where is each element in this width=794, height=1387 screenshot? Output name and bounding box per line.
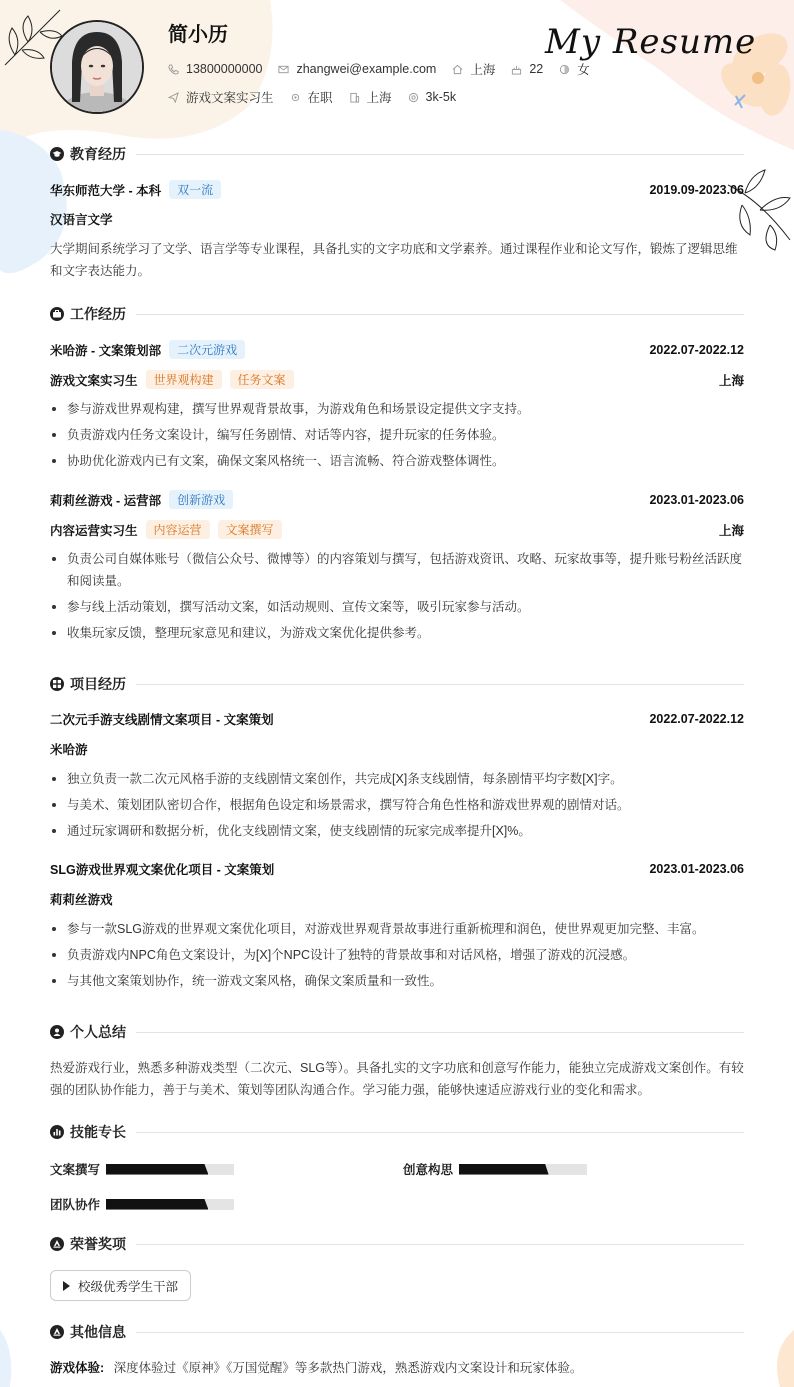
- project-name: SLG游戏世界观文案优化项目 - 文案策划: [50, 863, 275, 877]
- education-date: 2019.09-2023.06: [649, 182, 744, 197]
- work-location: 上海: [718, 523, 744, 538]
- list-item: 与其他文案策划协作，统一游戏文案风格，确保文案质量和一致性。: [50, 970, 744, 992]
- other-section-title: [50, 1322, 744, 1342]
- skill-bar: [106, 1164, 234, 1175]
- project-name: 二次元手游支线剧情文案项目 - 文案策划: [50, 713, 274, 727]
- work-date: 2023.01-2023.06: [649, 492, 744, 507]
- skill-item: [50, 1195, 234, 1213]
- project-2-bullets: [50, 918, 744, 996]
- my-resume-title: My Resume: [545, 22, 757, 62]
- target-city-item: [349, 88, 392, 106]
- role-title: 游戏文案实习生: [50, 373, 138, 388]
- work-section-title: [50, 304, 744, 324]
- project-1-header: [50, 710, 744, 728]
- phone-icon: [168, 64, 179, 75]
- target-position-item: [168, 88, 274, 106]
- send-icon: [168, 92, 179, 103]
- play-icon: [63, 1281, 70, 1291]
- skill-bar: [106, 1199, 234, 1210]
- project-date: 2023.01-2023.06: [649, 862, 744, 876]
- award-icon: [50, 1237, 64, 1251]
- list-item: 通过玩家调研和数据分析，优化支线剧情文案，使支线剧情的玩家完成率提升[X]%。: [50, 820, 744, 842]
- project-section-title: [50, 674, 744, 694]
- education-heading: 教育经历: [70, 146, 126, 162]
- project-2-org-row: [50, 890, 744, 908]
- work-entry-1-header: [50, 340, 744, 359]
- list-item: 负责公司自媒体账号（微信公众号、微博等）的内容策划与撰写，包括游戏资讯、攻略、玩家故事等，提升账号粉丝活跃度和阅读量。: [50, 548, 744, 592]
- skill-bar: [459, 1164, 587, 1175]
- project-2-header: [50, 860, 744, 878]
- work-entry-1-bullets: [50, 398, 744, 476]
- work-entry-1-role: [50, 370, 744, 389]
- project-heading: 项目经历: [70, 676, 126, 692]
- school-name: 华东师范大学 - 本科: [50, 183, 162, 198]
- summary-text: 热爱游戏行业，熟悉多种游戏类型（二次元、SLG等）。具备扎实的文字功底和创意写作能力，能独立完成游戏文案创作。有较强的团队协作能力，善于与美术、策划等团队沟通合作。学习能力强，能够快速适应游戏行业的变化和需求。: [50, 1061, 744, 1097]
- grid-icon: [50, 677, 64, 691]
- candidate-name: 简小历: [168, 24, 228, 46]
- award-name: 校级优秀学生干部: [78, 1279, 179, 1294]
- avatar-portrait: [52, 22, 142, 112]
- list-item: 参与一款SLG游戏的世界观文案优化项目，对游戏世界观背景故事进行重新梳理和润色，使世界观更加完整、丰富。: [50, 918, 744, 940]
- company-name: 米哈游 - 文案策划部: [50, 343, 162, 358]
- skills-section-title: [50, 1122, 744, 1142]
- project-org: 莉莉丝游戏: [50, 893, 113, 907]
- phone-item: [168, 62, 262, 76]
- major: 汉语言文学: [50, 213, 113, 227]
- skill-name: 文案撰写: [50, 1163, 101, 1177]
- skill-name: 创意构思: [403, 1163, 454, 1177]
- award-chip: [50, 1270, 191, 1301]
- role-tag: 任务文案: [230, 370, 294, 389]
- role-title: 内容运营实习生: [50, 523, 138, 538]
- awards-heading: 荣誉奖项: [70, 1236, 126, 1252]
- list-item: 负责游戏内NPC角色文案设计，为[X]个NPC设计了独特的背景故事和对话风格，增强了游戏的沉浸感。: [50, 944, 744, 966]
- awards-section-title: [50, 1234, 744, 1254]
- work-location: 上海: [718, 373, 744, 388]
- user-icon: [50, 1025, 64, 1039]
- gear-icon: [290, 92, 301, 103]
- salary-value: 3k-5k: [425, 90, 457, 104]
- work-date: 2022.07-2022.12: [649, 342, 744, 357]
- bar-chart-icon: [50, 1125, 64, 1139]
- gender-value: 女: [577, 63, 590, 77]
- role-tag: 世界观构建: [146, 370, 222, 389]
- list-item: 与美术、策划团队密切合作，根据角色设定和场景需求，撰写符合角色性格和游戏世界观的剧情对话。: [50, 794, 744, 816]
- summary-heading: 个人总结: [70, 1024, 126, 1040]
- education-major-row: [50, 210, 744, 228]
- skills-heading: 技能专长: [70, 1124, 126, 1140]
- company-name: 莉莉丝游戏 - 运营部: [50, 493, 162, 508]
- award-icon: [50, 1325, 64, 1339]
- education-description: 大学期间系统学习了文学、语言学等专业课程，具备扎实的文字功底和文学素养。通过课程作业和论文写作，锻炼了逻辑思维和文字表达能力。: [50, 242, 738, 278]
- status-value: 在职: [307, 91, 333, 105]
- gender-item: [559, 60, 590, 78]
- building-icon: [349, 92, 360, 103]
- skill-name: 团队协作: [50, 1198, 101, 1212]
- target-city-value: 上海: [366, 91, 392, 105]
- work-entry-2-role: [50, 520, 744, 539]
- project-1-org-row: [50, 740, 744, 758]
- work-heading: 工作经历: [70, 306, 126, 322]
- contact-row: [168, 60, 606, 78]
- email-item: [278, 62, 436, 76]
- age-item: [511, 62, 543, 76]
- other-label: 游戏体验:: [50, 1361, 105, 1375]
- other-info: [50, 1357, 744, 1379]
- city-value: 上海: [470, 63, 496, 77]
- coin-icon: [408, 92, 419, 103]
- age-value: 22: [529, 62, 544, 76]
- list-item: 参与游戏世界观构建，撰写世界观背景故事，为游戏角色和场景设定提供文字支持。: [50, 398, 744, 420]
- role-tag: 文案撰写: [218, 520, 282, 539]
- email-icon: [278, 64, 289, 75]
- target-position-value: 游戏文案实习生: [186, 91, 274, 105]
- status-item: [290, 88, 333, 106]
- list-item: 协助优化游戏内已有文案，确保文案风格统一、语言流畅、符合游戏整体调性。: [50, 450, 744, 472]
- salary-item: [408, 90, 457, 104]
- city-item: [452, 60, 495, 78]
- other-text: 深度体验过《原神》《万国觉醒》等多款热门游戏，熟悉游戏内文案设计和玩家体验。: [113, 1361, 583, 1375]
- project-org: 米哈游: [50, 743, 88, 757]
- summary-section-title: [50, 1022, 744, 1042]
- gender-icon: [559, 64, 570, 75]
- work-entry-2-bullets: [50, 548, 744, 648]
- role-tag: 内容运营: [146, 520, 210, 539]
- list-item: 负责游戏内任务文案设计，编写任务剧情、对话等内容，提升玩家的任务体验。: [50, 424, 744, 446]
- skill-bar-fill: [106, 1199, 208, 1210]
- education-entry-header: [50, 180, 744, 199]
- work-entry-2-header: [50, 490, 744, 509]
- cake-icon: [511, 64, 522, 75]
- list-item: 参与线上活动策划，撰写活动文案，如活动规则、宣传文案等，吸引玩家参与活动。: [50, 596, 744, 618]
- skill-item: [50, 1160, 234, 1178]
- avatar: [50, 20, 144, 114]
- project-date: 2022.07-2022.12: [649, 712, 744, 726]
- graduation-cap-icon: [50, 147, 64, 161]
- briefcase-icon: [50, 307, 64, 321]
- skill-item: [403, 1160, 587, 1178]
- skill-bar-fill: [106, 1164, 208, 1175]
- job-intent-row: [168, 88, 472, 106]
- email-value: zhangwei@example.com: [296, 62, 437, 76]
- list-item: 收集玩家反馈，整理玩家意见和建议，为游戏文案优化提供参考。: [50, 622, 744, 644]
- school-tag: 双一流: [169, 180, 221, 199]
- project-1-bullets: [50, 768, 744, 846]
- home-icon: [452, 64, 463, 75]
- skill-bar-fill: [459, 1164, 549, 1175]
- company-tag: 二次元游戏: [169, 340, 245, 359]
- company-tag: 创新游戏: [169, 490, 233, 509]
- list-item: 独立负责一款二次元风格手游的支线剧情文案创作，共完成[X]条支线剧情，每条剧情平均字数[X]字。: [50, 768, 744, 790]
- education-section-title: [50, 144, 744, 164]
- phone-value: 13800000000: [186, 62, 263, 76]
- other-heading: 其他信息: [70, 1324, 126, 1340]
